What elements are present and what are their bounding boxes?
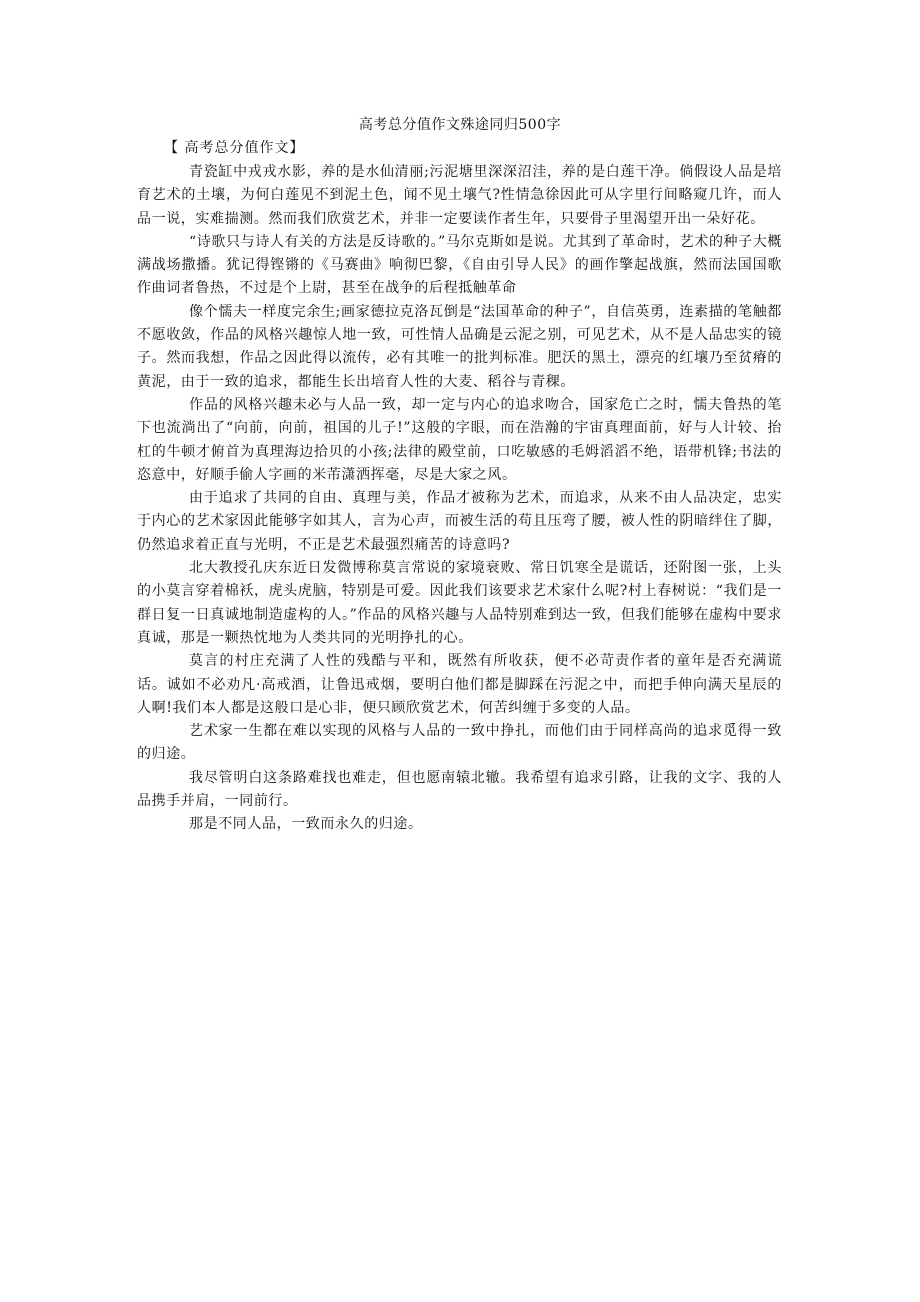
paragraph-8: 艺术家一生都在难以实现的风格与人品的一致中挣扎，而他们由于同样高尚的追求觅得一致的归途。: [137, 723, 782, 763]
paragraph-4: 作品的风格兴趣未必与人品一致，却一定与内心的追求吻合，国家危亡之时，懦夫鲁热的笔下也流淌出了“向前，向前，祖国的儿子!”这般的字眼，而在浩瀚的宇宙真理面前，好与人计较、抬杠的牛顿才俯首为真理海边拾贝的小孩;法律的殿堂前，口吃敏感的毛姆滔滔不绝，语带机锋;书法的恣意中，好顺手偷人字画的米芾潇洒挥毫，尽是大家之风。: [137, 396, 782, 483]
paragraph-3: 像个懦夫一样度完余生;画家德拉克洛瓦倒是“法国革命的种子”，自信英勇，连素描的笔触都不愿收敛，作品的风格兴趣惊人地一致，可性情人品确是云泥之别，可见艺术，从不是人品忠实的镜子。然而我想，作品之因此得以流传，必有其唯一的批判标准。肥沃的黑土，漂亮的红壤乃至贫瘠的黄泥，由于一致的追求，都能生长出培育人性的大麦、稻谷与青稞。: [137, 303, 782, 390]
paragraph-10: 那是不同人品，一致而永久的归途。: [189, 816, 423, 833]
paragraph-6: 北大教授孔庆东近日发微博称莫言常说的家境衰败、常日饥寒全是谎话，还附图一张，上头的小莫言穿着棉袄，虎头虎脑，特别是可爱。因此我们该要求艺术家什么呢?村上春树说：“我们是一群日复一日真诚地制造虚构的人。”作品的风格兴趣与人品特别难到达一致，但我们能够在虚构中要求真诚，那是一颗热忱地为人类共同的光明挣扎的心。: [137, 560, 782, 646]
paragraph-9: 我尽管明白这条路难找也难走，但也愿南辕北辙。我希望有追求引路，让我的文字、我的人品携手并肩，一同前行。: [137, 769, 782, 810]
essay-body: [137, 161, 782, 837]
section-heading: 【 高考总分值作文】: [164, 140, 305, 156]
paragraph-2: “诗歌只与诗人有关的方法是反诗歌的。”马尔克斯如是说。尤其到了革命时，艺术的种子大概满战场撒播。犹记得铿锵的《马赛曲》响彻巴黎，《自由引导人民》的画作擎起战旗，然而法国国歌作曲词者鲁热，不过是个上尉，甚至在战争的后程抵触革命: [137, 233, 782, 297]
paragraph-1: 青瓷缸中戎戎水影，养的是水仙清丽;污泥塘里深深沼洼，养的是白莲干净。倘假设人品是培育艺术的土壤，为何白莲见不到泥土色，闻不见土壤气?性情急徐因此可从字里行间略窥几许，而人品一说，实难揣测。然而我们欣赏艺术，并非一定要读作者生年，只要骨子里渴望开出一朵好花。: [137, 164, 782, 227]
paragraph-7: 莫言的村庄充满了人性的残酷与平和，既然有所收获，便不必苛责作者的童年是否充满谎话。诚如不必劝凡·高戒酒，让鲁迅戒烟，要明白他们都是脚踩在污泥之中，而把手伸向满天星辰的人啊!我们本人都是这般口是心非，便只顾欣赏艺术，何苦纠缠于多变的人品。: [137, 653, 782, 716]
document-title: 高考总分值作文殊途同归500字: [358, 117, 562, 133]
paragraph-5: 由于追求了共同的自由、真理与美，作品才被称为艺术，而追求，从来不由人品决定，忠实于内心的艺术家因此能够字如其人，言为心声，而被生活的苟且压弯了腰，被人性的阴暗绊住了脚，仍然追求着正直与光明，不正是艺术最强烈痛苦的诗意吗?: [137, 490, 782, 553]
